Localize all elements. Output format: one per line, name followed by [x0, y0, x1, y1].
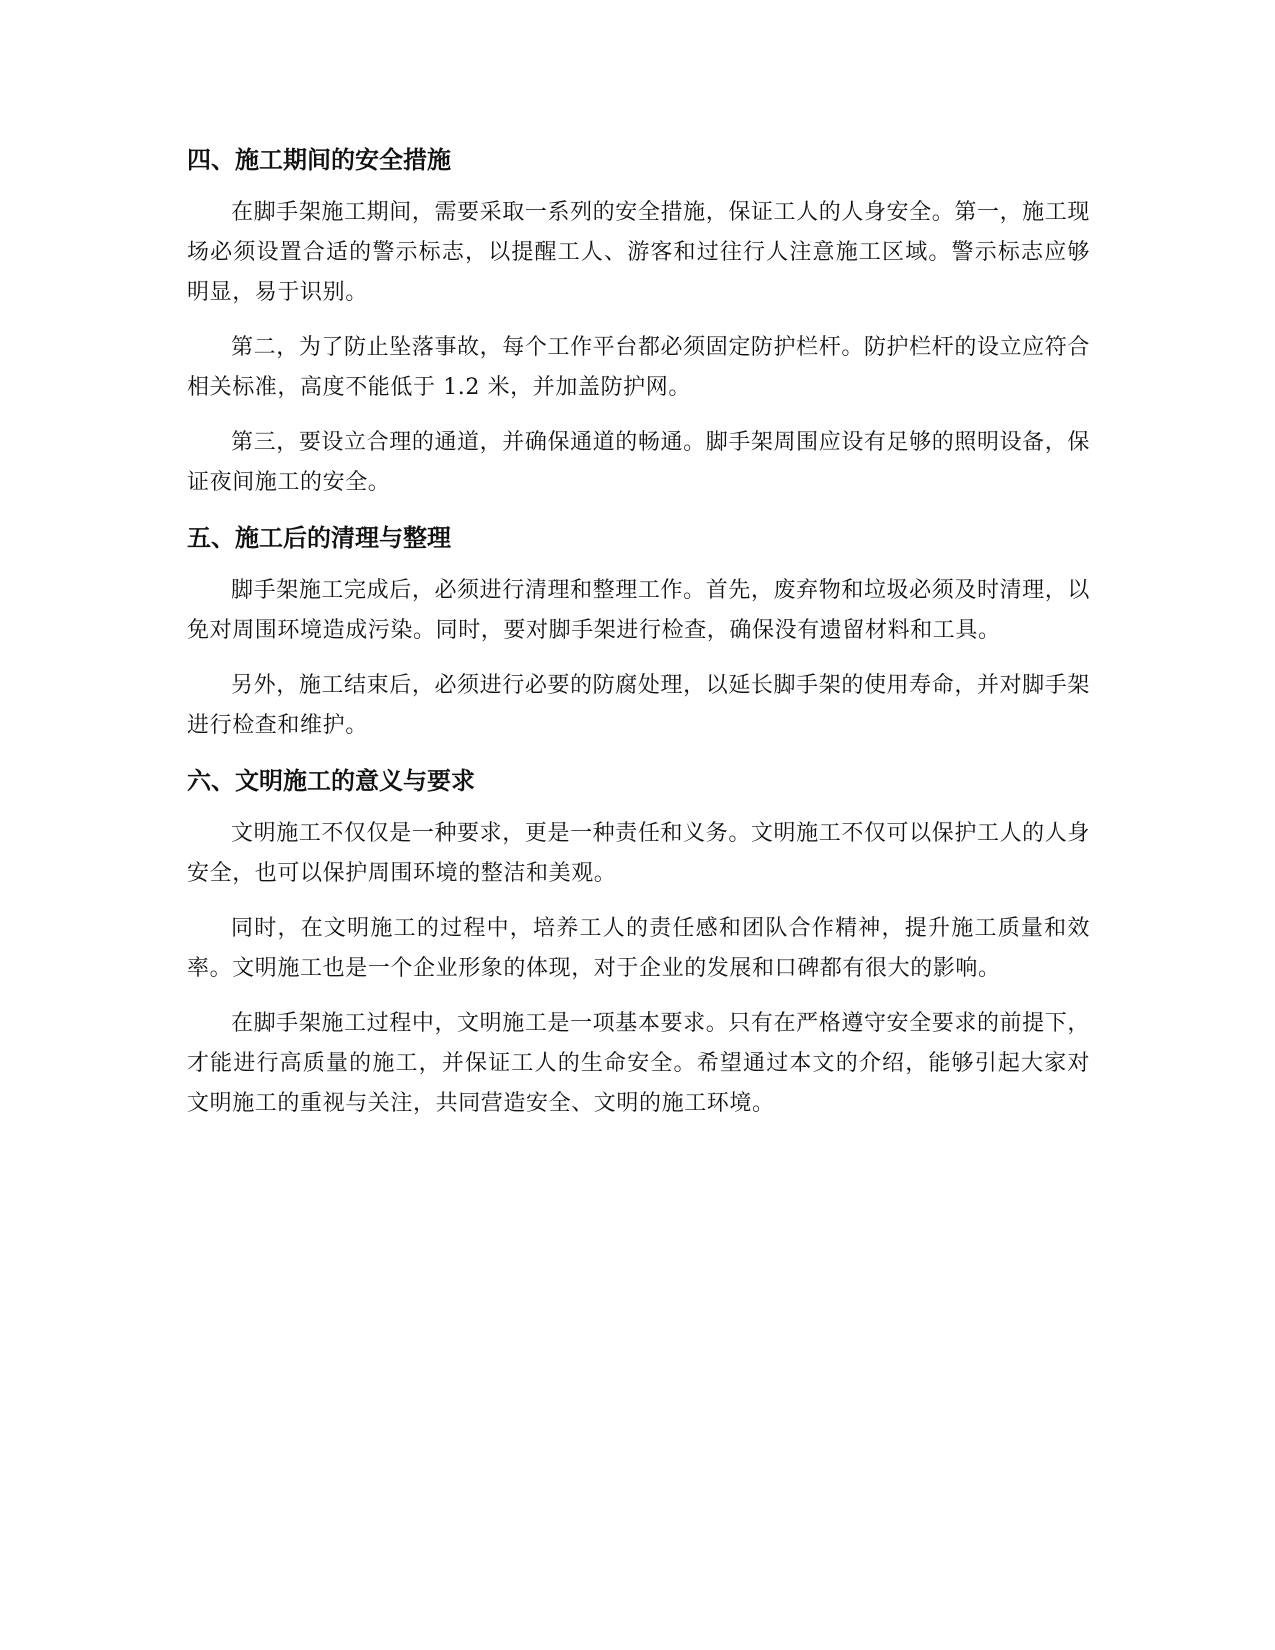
section-safety-measures	[187, 140, 1090, 503]
section-heading: 六、文明施工的意义与要求	[187, 767, 475, 795]
section-civilized-construction	[187, 761, 1090, 1124]
paragraph: 同时，在文明施工的过程中，培养工人的责任感和团队合作精神，提升施工质量和效率。文明施工也是一个企业形象的体现，对于企业的发展和口碑都有很大的影响。	[187, 916, 1090, 981]
paragraph: 脚手架施工完成后，必须进行清理和整理工作。首先，废弃物和垃圾必须及时清理，以免对周围环境造成污染。同时，要对脚手架进行检查，确保没有遗留材料和工具。	[187, 578, 1090, 643]
section-cleanup	[187, 518, 1090, 746]
document-body	[187, 140, 1090, 1139]
paragraph: 在脚手架施工期间，需要采取一系列的安全措施，保证工人的人身安全。第一，施工现场必须设置合适的警示标志，以提醒工人、游客和过往行人注意施工区域。警示标志应够明显，易于识别。	[187, 200, 1090, 305]
paragraph: 第二，为了防止坠落事故，每个工作平台都必须固定防护栏杆。防护栏杆的设立应符合相关标准，高度不能低于 1.2 米，并加盖防护网。	[187, 335, 1090, 400]
paragraph: 文明施工不仅仅是一种要求，更是一种责任和义务。文明施工不仅可以保护工人的人身安全，也可以保护周围环境的整洁和美观。	[187, 821, 1090, 886]
paragraph: 第三，要设立合理的通道，并确保通道的畅通。脚手架周围应设有足够的照明设备，保证夜间施工的安全。	[187, 430, 1090, 495]
paragraph: 在脚手架施工过程中，文明施工是一项基本要求。只有在严格遵守安全要求的前提下，才能进行高质量的施工，并保证工人的生命安全。希望通过本文的介绍，能够引起大家对文明施工的重视与关注，共同营造安全、文明的施工环境。	[187, 1011, 1090, 1116]
paragraph: 另外，施工结束后，必须进行必要的防腐处理，以延长脚手架的使用寿命，并对脚手架进行检查和维护。	[187, 673, 1090, 738]
section-heading: 五、施工后的清理与整理	[187, 524, 451, 552]
section-heading: 四、施工期间的安全措施	[187, 146, 451, 174]
